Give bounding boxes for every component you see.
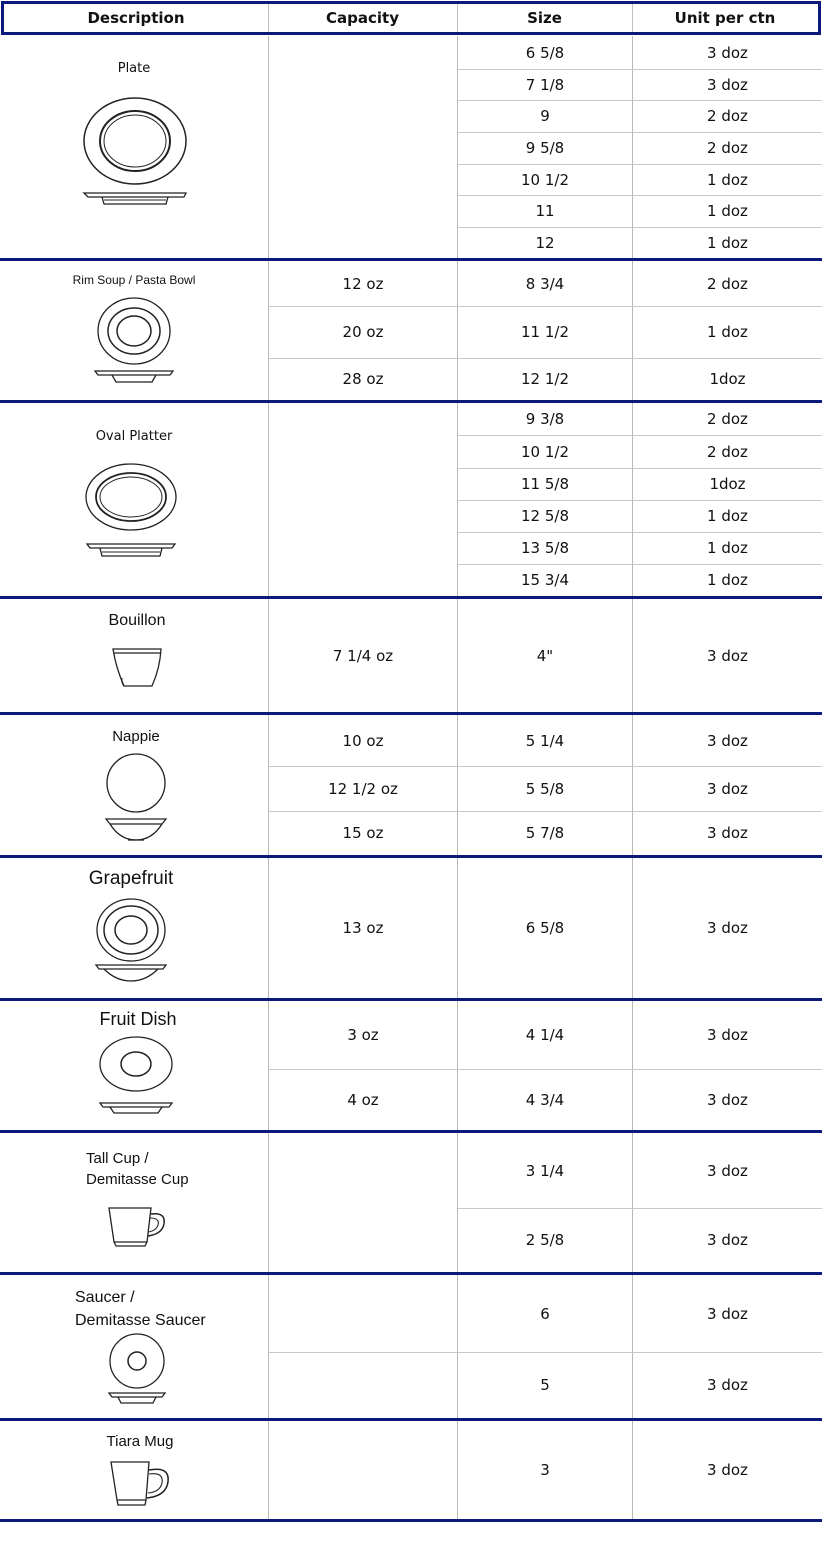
size-cell: 12 5/8 (521, 507, 569, 525)
bouillon-cup-icon (110, 646, 166, 692)
size-cell: 9 5/8 (525, 139, 565, 157)
unit-cell: 2 doz (707, 274, 748, 293)
size-cell: 12 (535, 233, 555, 252)
unit-cell: 3 doz (707, 44, 748, 62)
size-cell: 4 3/4 (525, 1090, 565, 1109)
unit-cell: 1doz (709, 475, 746, 493)
size-cell: 2 5/8 (525, 1231, 565, 1249)
group-title-bouillon: Bouillon (108, 612, 166, 629)
header-description: Description (1, 1, 268, 35)
header-capacity: Capacity (268, 1, 457, 35)
size-cell: 9 3/8 (525, 410, 565, 428)
unit-cell: 3 doz (707, 919, 748, 937)
unit-cell: 3 doz (707, 1231, 748, 1249)
capacity-cell: 20 oz (342, 323, 384, 341)
size-cell: 6 5/8 (525, 919, 565, 937)
size-cell: 11 1/2 (521, 323, 569, 341)
group-title-nappie: Nappie (112, 728, 160, 745)
size-cell: 4 1/4 (525, 1026, 565, 1044)
size-cell: 7 1/8 (525, 76, 565, 94)
oval-platter-icon (84, 462, 180, 562)
size-cell: 11 (535, 202, 555, 220)
capacity-cell: 7 1/4 oz (332, 646, 394, 665)
unit-cell: 3 doz (707, 1026, 748, 1044)
unit-cell: 3 doz (707, 1376, 748, 1394)
unit-cell: 3 doz (707, 1161, 748, 1180)
size-cell: 15 3/4 (521, 571, 569, 589)
size-cell: 5 7/8 (525, 824, 565, 842)
size-cell: 3 (540, 1461, 550, 1479)
tall-cup-icon (106, 1204, 170, 1250)
group-title-line: Demitasse Cup (86, 1171, 189, 1188)
size-cell: 9 (540, 107, 550, 125)
unit-cell: 2 doz (707, 410, 748, 428)
size-cell: 10 1/2 (521, 442, 569, 461)
size-cell: 3 1/4 (525, 1161, 565, 1180)
unit-cell: 1 doz (707, 539, 748, 557)
size-cell: 12 1/2 (521, 370, 569, 388)
capacity-cell: 28 oz (342, 370, 384, 388)
size-cell: 5 5/8 (525, 779, 565, 798)
grapefruit-bowl-icon (92, 897, 172, 985)
size-cell: 10 1/2 (521, 170, 569, 189)
header-divider (457, 4, 458, 32)
size-cell: 5 (540, 1376, 550, 1394)
group-title-saucer (75, 1286, 206, 1332)
group-title-fruit-dish: Fruit Dish (99, 1009, 177, 1029)
capacity-cell: 12 1/2 oz (328, 779, 398, 798)
size-cell: 4" (536, 646, 554, 665)
size-cell: 13 5/8 (521, 539, 569, 557)
unit-cell: 3 doz (707, 1304, 748, 1323)
size-cell: 6 5/8 (525, 44, 565, 62)
capacity-cell: 10 oz (342, 731, 384, 750)
unit-cell: 2 doz (707, 139, 748, 157)
unit-cell: 1doz (709, 370, 746, 388)
unit-cell: 3 doz (707, 1461, 748, 1479)
rim-soup-bowl-icon (90, 297, 180, 387)
unit-cell: 1 doz (707, 571, 748, 589)
size-cell: 5 1/4 (525, 731, 565, 750)
group-title-oval-platter: Oval Platter (95, 429, 173, 444)
unit-cell: 3 doz (707, 824, 748, 842)
unit-cell: 2 doz (707, 442, 748, 461)
header-unit-per-ctn: Unit per ctn (632, 1, 821, 35)
size-cell: 11 5/8 (521, 475, 569, 493)
group-title-line: Saucer / (75, 1289, 135, 1306)
table-bottom-border (0, 1519, 822, 1522)
unit-cell: 1 doz (707, 233, 748, 252)
unit-cell: 3 doz (707, 1090, 748, 1109)
capacity-cell: 3 oz (347, 1026, 379, 1044)
capacity-cell: 13 oz (342, 919, 384, 937)
saucer-icon (104, 1332, 170, 1408)
group-title-plate: Plate (117, 61, 151, 76)
fruit-dish-icon (96, 1036, 176, 1118)
unit-cell: 3 doz (707, 646, 748, 665)
size-cell: 8 3/4 (525, 274, 565, 293)
group-title-grapefruit: Grapefruit (88, 868, 174, 889)
header-divider (268, 4, 269, 32)
unit-cell: 1 doz (707, 323, 748, 341)
capacity-cell: 4 oz (347, 1090, 379, 1109)
group-title-line: Tall Cup / (86, 1150, 149, 1167)
size-cell: 6 (540, 1304, 550, 1323)
unit-cell: 1 doz (707, 507, 748, 525)
group-title-tall-cup (86, 1148, 189, 1190)
unit-cell: 1 doz (707, 202, 748, 220)
header-size: Size (457, 1, 632, 35)
group-title-tiara-mug: Tiara Mug (106, 1433, 174, 1450)
capacity-cell: 12 oz (342, 274, 384, 293)
plate-icon (80, 96, 192, 212)
unit-cell: 3 doz (707, 76, 748, 94)
group-title-line: Demitasse Saucer (75, 1312, 206, 1329)
header-divider (632, 4, 633, 32)
group-title-rim-soup: Rim Soup / Pasta Bowl (72, 273, 196, 287)
unit-cell: 2 doz (707, 107, 748, 125)
tiara-mug-icon (108, 1458, 174, 1510)
capacity-cell: 15 oz (342, 824, 384, 842)
unit-cell: 1 doz (707, 170, 748, 189)
unit-cell: 3 doz (707, 731, 748, 750)
nappie-bowl-icon (100, 752, 172, 846)
unit-cell: 3 doz (707, 779, 748, 798)
